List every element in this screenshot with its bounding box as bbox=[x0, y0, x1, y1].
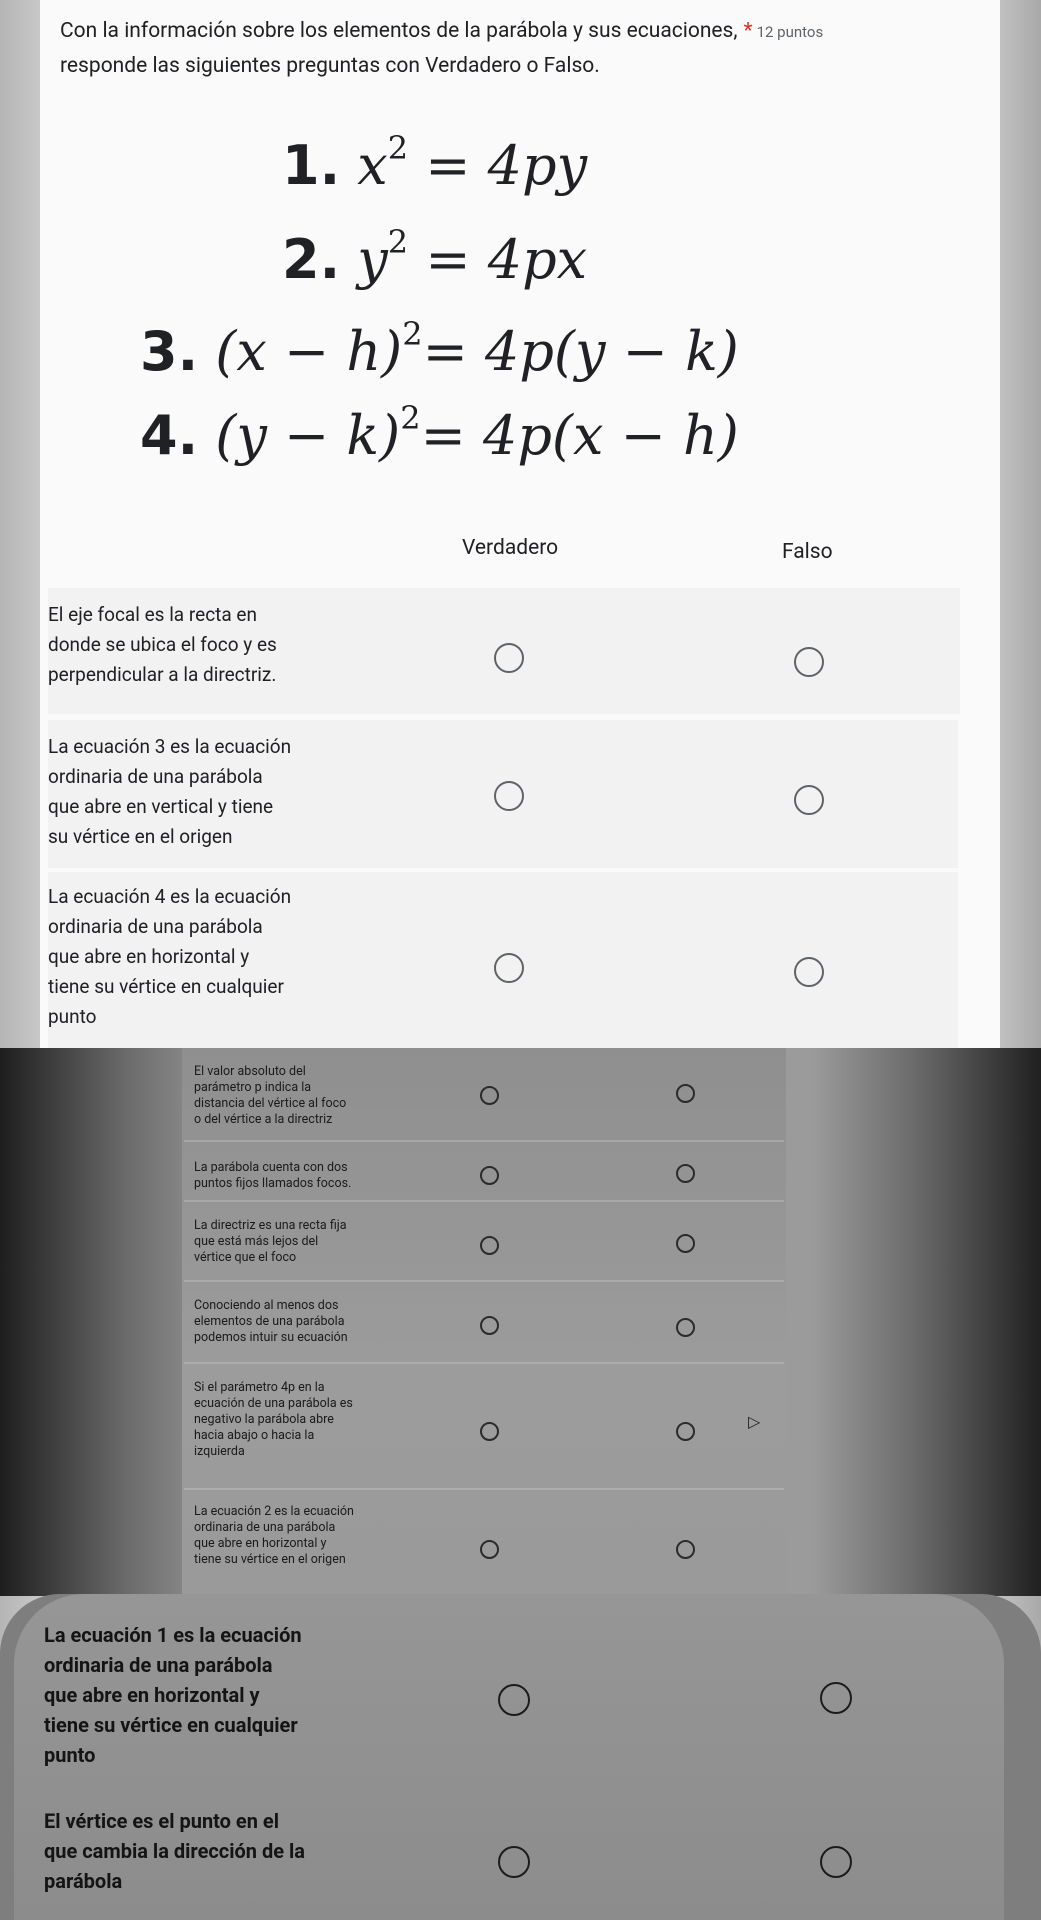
points-label: 12 puntos bbox=[756, 23, 824, 41]
radio-false-row-10[interactable] bbox=[820, 1682, 852, 1714]
row-label: La ecuación 4 es la ecuación ordinaria de una parábola que abre en horizontal y tiene su vértice en cualquier punto bbox=[48, 885, 292, 1028]
row-label: Si el parámetro 4p en la ecuación de una parábola es negativo la parábola abre hacia abajo o hacia la izquierda bbox=[194, 1380, 353, 1459]
row-divider bbox=[184, 1488, 784, 1490]
row-label: La parábola cuenta con dos puntos fijos llamados focos. bbox=[194, 1160, 352, 1191]
radio-false-row-7[interactable] bbox=[676, 1318, 695, 1337]
equation-1: 1. $x^2 = 4py$ bbox=[282, 129, 588, 197]
radio-false-row-6[interactable] bbox=[676, 1234, 695, 1253]
radio-true-row-9[interactable] bbox=[480, 1540, 499, 1559]
radio-true-row-3[interactable] bbox=[494, 953, 524, 983]
equation-2: 2. $y^2 = 4px$ bbox=[282, 223, 588, 291]
radio-false-row-4[interactable] bbox=[676, 1084, 695, 1103]
required-mark: * bbox=[743, 19, 753, 43]
radio-false-row-11[interactable] bbox=[820, 1846, 852, 1878]
row-divider bbox=[184, 1200, 784, 1202]
row-label: El eje focal es la recta en donde se ubica el foco y es perpendicular a la directriz. bbox=[48, 603, 277, 686]
question-header bbox=[60, 14, 990, 83]
row-label: La directriz es una recta fija que está más lejos del vértice que el foco bbox=[194, 1218, 347, 1265]
row-label: La ecuación 2 es la ecuación ordinaria de una parábola que abre en horizontal y tiene su vértice en el origen bbox=[194, 1504, 354, 1567]
radio-true-row-4[interactable] bbox=[480, 1086, 499, 1105]
column-header-false: Falso bbox=[782, 540, 833, 564]
mouse-cursor-icon: ▷ bbox=[748, 1412, 761, 1431]
radio-false-row-3[interactable] bbox=[794, 957, 824, 987]
row-label: La ecuación 3 es la ecuación ordinaria de una parábola que abre en vertical y tiene su vértice en el origen bbox=[48, 735, 292, 848]
question-title: Con la información sobre los elementos de la parábola y sus ecuaciones, bbox=[60, 19, 738, 43]
radio-true-row-11[interactable] bbox=[498, 1846, 530, 1878]
row-label: El vértice es el punto en el que cambia la dirección de la parábola bbox=[44, 1809, 306, 1893]
radio-true-row-5[interactable] bbox=[480, 1166, 499, 1185]
column-header-true: Verdadero bbox=[462, 536, 559, 560]
row-label: Conociendo al menos dos elementos de una parábola podemos intuir su ecuación bbox=[194, 1298, 348, 1345]
radio-false-row-2[interactable] bbox=[794, 785, 824, 815]
row-divider bbox=[184, 1362, 784, 1364]
radio-true-row-10[interactable] bbox=[498, 1684, 530, 1716]
radio-false-row-9[interactable] bbox=[676, 1540, 695, 1559]
row-label: El valor absoluto del parámetro p indica la distancia del vértice al foco o del vértice a la directriz bbox=[194, 1064, 347, 1127]
row-divider bbox=[184, 1280, 784, 1282]
radio-false-row-1[interactable] bbox=[794, 647, 824, 677]
radio-true-row-1[interactable] bbox=[494, 643, 524, 673]
row-label: La ecuación 1 es la ecuación ordinaria de una parábola que abre en horizontal y tiene su vértice en cualquier punto bbox=[44, 1623, 302, 1767]
question-subtitle: responde las siguientes preguntas con Verdadero o Falso. bbox=[60, 54, 600, 78]
radio-false-row-5[interactable] bbox=[676, 1164, 695, 1183]
radio-true-row-8[interactable] bbox=[480, 1422, 499, 1441]
equation-3: 3. $(x - h)^2= 4p(y - k)$ bbox=[140, 315, 739, 383]
radio-true-row-7[interactable] bbox=[480, 1316, 499, 1335]
equation-4: 4. $(y - k)^2= 4p(x - h)$ bbox=[140, 399, 739, 467]
radio-true-row-6[interactable] bbox=[480, 1236, 499, 1255]
radio-false-row-8[interactable] bbox=[676, 1422, 695, 1441]
row-divider bbox=[184, 1140, 784, 1142]
radio-true-row-2[interactable] bbox=[494, 781, 524, 811]
